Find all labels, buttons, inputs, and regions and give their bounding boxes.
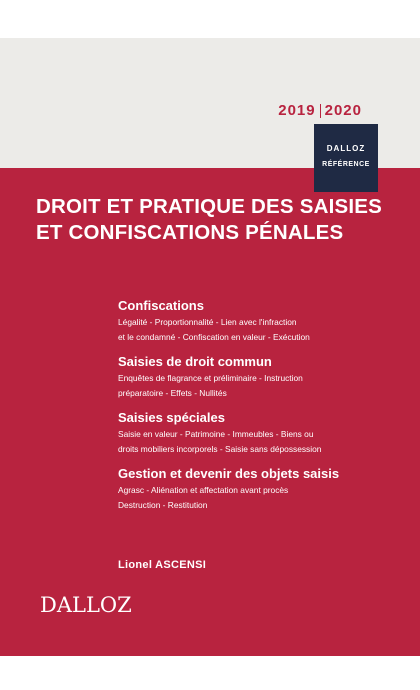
- section-saisies-droit-commun: [118, 353, 398, 401]
- section-heading: Saisies spéciales: [118, 410, 225, 425]
- section-line: droits mobiliers incorporels - Saisie sans dépossession: [118, 444, 322, 454]
- section-line: Légalité - Proportionnalité - Lien avec l'infraction: [118, 317, 297, 327]
- title-line1: DROIT ET PRATIQUE DES SAISIES: [36, 195, 382, 218]
- section-heading: Confiscations: [118, 298, 204, 313]
- collection-badge: [314, 124, 378, 192]
- author-name: Lionel ASCENSI: [118, 559, 207, 571]
- badge-line2: RÉFÉRENCE: [322, 161, 370, 168]
- section-heading: Saisies de droit commun: [118, 354, 272, 369]
- section-line: Enquêtes de flagrance et préliminaire - Instruction: [118, 373, 303, 383]
- year-end: 2020: [324, 102, 362, 119]
- title-line2: ET CONFISCATIONS PÉNALES: [36, 221, 344, 244]
- section-gestion: [118, 465, 398, 513]
- section-confiscations: [118, 297, 398, 345]
- badge-line1: DALLOZ: [326, 144, 366, 153]
- contents-summary: [118, 297, 398, 521]
- section-heading: Gestion et devenir des objets saisis: [118, 466, 340, 481]
- dalloz-logo: DALLOZ: [40, 593, 132, 617]
- book-title: [36, 194, 396, 246]
- section-line: préparatoire - Effets - Nullités: [118, 388, 227, 398]
- section-saisies-speciales: [118, 409, 398, 457]
- section-line: Saisie en valeur - Patrimoine - Immeubles - Biens ou: [118, 429, 314, 439]
- year-start: 2019: [278, 102, 316, 119]
- section-line: Agrasc - Aliénation et affectation avant procès: [118, 485, 289, 495]
- section-line: Destruction - Restitution: [118, 500, 208, 510]
- edition-years: [278, 102, 362, 119]
- section-line: et le condamné - Confiscation en valeur - Exécution: [118, 332, 310, 342]
- year-separator: [320, 104, 321, 118]
